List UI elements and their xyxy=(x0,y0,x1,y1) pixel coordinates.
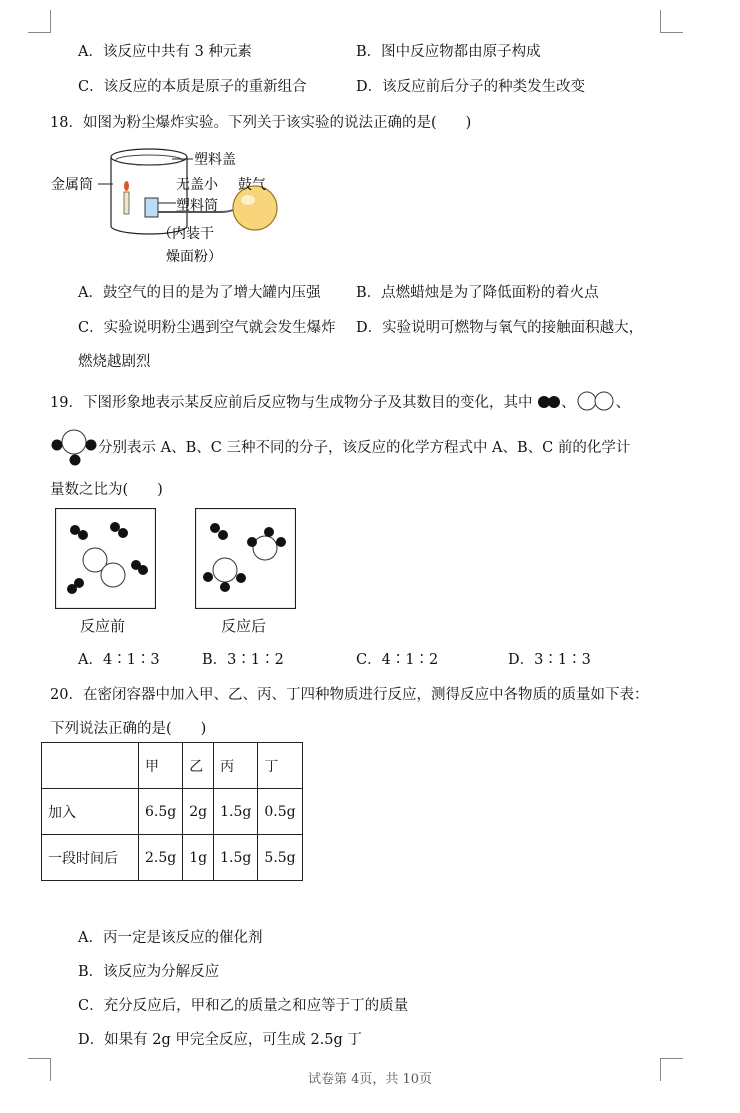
small-plastic-cup xyxy=(145,198,158,217)
label-cup-line1: 无盖小 xyxy=(176,177,218,193)
table-header-cell: 丙 xyxy=(214,743,258,789)
table-cell: 加入 xyxy=(42,789,139,835)
label-metal-can: 金属筒 xyxy=(51,177,93,193)
table-cell: 6.5g xyxy=(139,789,183,835)
q18-option-c: C．实验说明粉尘遇到空气就会发生爆炸 xyxy=(78,320,336,336)
table-header-cell: 甲 xyxy=(139,743,183,789)
q19-separator-2: 、 xyxy=(615,395,631,411)
q20-stem: 20．在密闭容器中加入甲、乙、丙、丁四种物质进行反应，测得反应中各物质的质量如下表： xyxy=(50,687,649,703)
molecule-a-icon xyxy=(537,394,561,410)
corner-mark-top-right xyxy=(660,10,683,33)
q19-stem-line1 xyxy=(50,390,630,412)
dust-explosion-apparatus-figure xyxy=(50,140,290,270)
label-cup-line2: 塑料筒 xyxy=(176,198,218,214)
page-footer: 试卷第 4页，共 10页 xyxy=(307,1072,433,1087)
q17-option-d: D．该反应前后分子的种类发生改变 xyxy=(356,79,586,95)
label-after: 反应后 xyxy=(221,617,267,635)
reaction-after-box xyxy=(195,508,296,609)
q17-option-b: B．图中反应物都由原子构成 xyxy=(356,44,541,60)
q17-option-c: C．该反应的本质是原子的重新组合 xyxy=(78,79,307,95)
q19-stem-line3: 量数之比为( ) xyxy=(50,482,163,498)
label-note-line1: （内装干 xyxy=(158,226,214,242)
q20-option-c: C．充分反应后，甲和乙的质量之和应等于丁的质量 xyxy=(78,998,409,1014)
q20-option-a: A．丙一定是该反应的催化剂 xyxy=(78,930,263,946)
mass-table xyxy=(41,742,303,881)
table-cell: 1.5g xyxy=(214,789,258,835)
q19-separator-1: 、 xyxy=(561,395,576,411)
table-row xyxy=(42,789,303,835)
candle-flame xyxy=(124,181,129,191)
q19-option-d: D．3∶1∶3 xyxy=(508,652,591,668)
q20-stem-line2: 下列说法正确的是( ) xyxy=(50,721,207,737)
q18-stem: 18．如图为粉尘爆炸实验。下列关于该实验的说法正确的是( ) xyxy=(50,115,472,131)
q19-option-a: A．4∶1∶3 xyxy=(78,652,160,668)
molecule-b-icon xyxy=(576,390,616,412)
corner-mark-top-left xyxy=(28,10,51,33)
table-header-cell xyxy=(42,743,139,789)
q19-stem-line2: 分别表示 A、B、C 三种不同的分子，该反应的化学方程式中 A、B、C 前的化学计 xyxy=(98,440,631,456)
q18-option-a: A．鼓空气的目的是为了增大罐内压强 xyxy=(78,285,321,301)
label-before: 反应前 xyxy=(80,617,126,635)
label-note-line2: 燥面粉） xyxy=(166,249,222,265)
table-cell: 5.5g xyxy=(258,835,302,881)
table-cell: 2.5g xyxy=(139,835,183,881)
table-cell: 1g xyxy=(183,835,214,881)
q17-option-a: A．该反应中共有 3 种元素 xyxy=(78,44,252,60)
q20-option-b: B．该反应为分解反应 xyxy=(78,964,220,980)
q19-stem-part1: 19．下图形象地表示某反应前后反应物与生成物分子及其数目的变化，其中 xyxy=(50,395,533,411)
table-cell: 一段时间后 xyxy=(42,835,139,881)
table-header-cell: 乙 xyxy=(183,743,214,789)
q19-option-c: C．4∶1∶2 xyxy=(356,652,439,668)
table-cell: 1.5g xyxy=(214,835,258,881)
reaction-before-box xyxy=(55,508,156,609)
table-cell: 2g xyxy=(183,789,214,835)
q19-option-b: B．3∶1∶2 xyxy=(202,652,284,668)
label-pump: 鼓气 xyxy=(238,177,266,193)
q18-option-b: B．点燃蜡烛是为了降低面粉的着火点 xyxy=(356,285,599,301)
q20-option-d: D．如果有 2g 甲完全反应，可生成 2.5g 丁 xyxy=(78,1032,362,1048)
molecule-c-icon xyxy=(50,426,98,466)
pump-bulb-highlight xyxy=(241,195,255,205)
candle xyxy=(124,192,129,214)
table-header-row xyxy=(42,743,303,789)
label-lid: 塑料盖 xyxy=(194,152,236,168)
table-cell: 0.5g xyxy=(258,789,302,835)
q18-option-d-continued: 燃烧越剧烈 xyxy=(78,354,151,370)
q18-option-d: D．实验说明可燃物与氧气的接触面积越大， xyxy=(356,320,644,336)
table-row xyxy=(42,835,303,881)
table-header-cell: 丁 xyxy=(258,743,302,789)
